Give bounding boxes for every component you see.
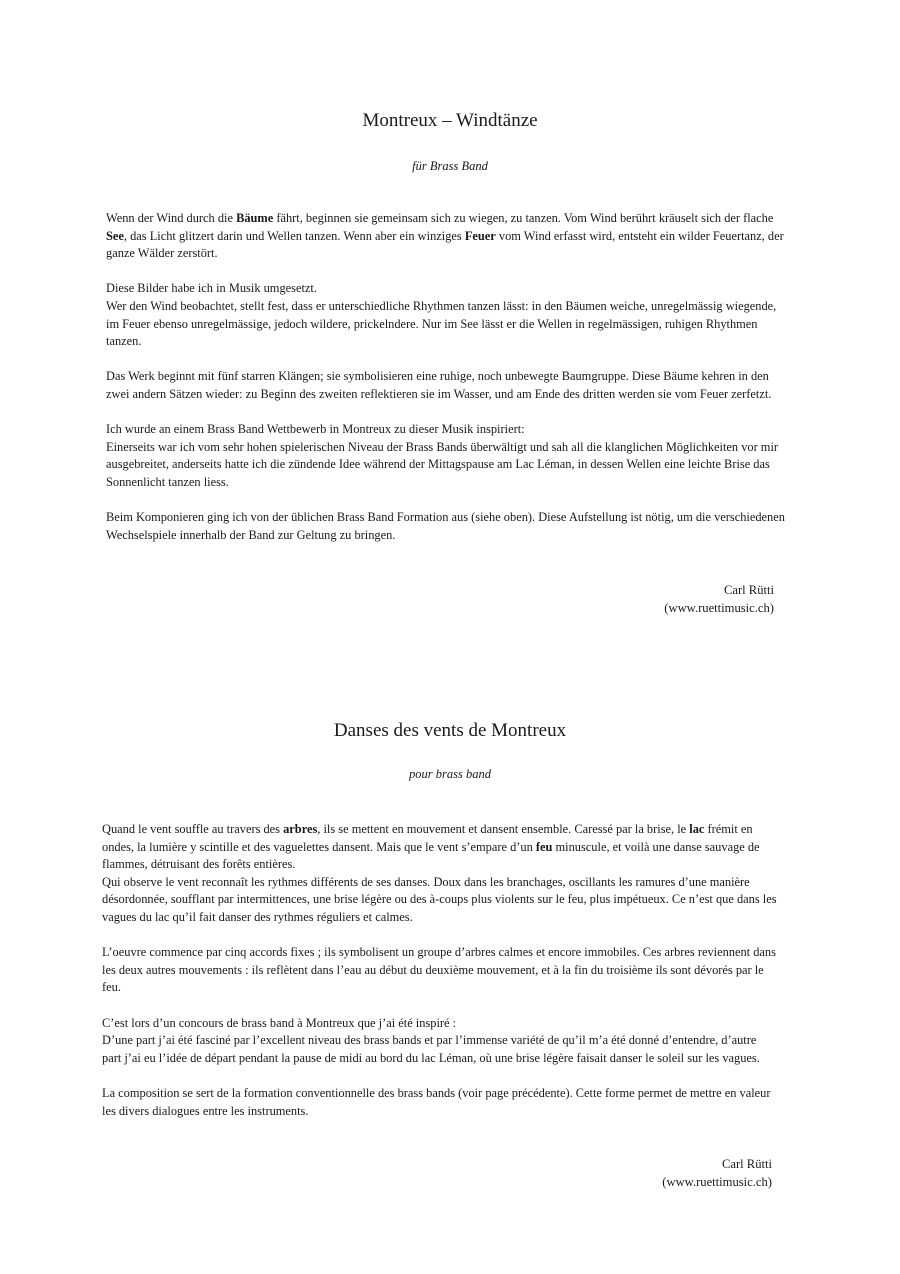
bold-term-arbres: arbres bbox=[283, 822, 318, 836]
signature-url: (www.ruettimusic.ch) bbox=[664, 601, 774, 615]
bold-term-baeume: Bäume bbox=[236, 211, 274, 225]
bold-term-see: See bbox=[106, 228, 124, 243]
french-paragraph-3: C’est lors d’un concours de brass band à Montreux que j’ai été inspiré : D’une part j’ai été fasciné par l’excellent niveau des brass bands et par l’immense variété de qu’il m’a été donné d’entendre, d’autre part j’ai eu l’idée de départ pendant la pause de midi au bord du lac Léman, où une brise légère faisait danser le soleil sur les vagues. bbox=[102, 1015, 760, 1065]
german-subtitle: für Brass Band bbox=[412, 159, 488, 173]
signature-name: Carl Rütti bbox=[723, 583, 774, 597]
bold-term-lac: lac bbox=[689, 822, 705, 836]
french-paragraph-1: Quand le vent souffle au travers des arbres, ils se mettent en mouvement et dansent ensemble. Caressé par la brise, le lac frémit en ondes, la lumière y scintille et des vaguelettes dansent. Mais que le vent s’empare d’un feu minuscule, et voilà une danse sauvage de flammes, détruisant des forêts entières. Qui observe le vent reconnaît les rythmes différents de ses danses. Doux dans les branchages, oscillants les ramures d’une manière désordonnée, soufflant par intermittences, une brise légère ou des à-coups plus violents sur le feu, plus impétueux. Ce n’est que dans les vagues du lac qu’il fait danser des rythmes réguliers et calmes. bbox=[102, 822, 777, 924]
german-paragraph-1: Wenn der Wind durch die Bäume fährt, beginnen sie gemeinsam sich zu wiegen, zu tanzen. Vom Wind berührt kräuselt sich der flache See, das Licht glitzert darin und Wellen tanzen. Wenn aber ein winziges Feuer vom Wind erfasst wird, entsteht ein wilder Feuertanz, der ganze Wälder zerstört. bbox=[106, 211, 784, 261]
french-paragraph-2: L’oeuvre commence par cinq accords fixes ; ils symbolisent un groupe d’arbres calmes et encore immobiles. Ces arbres reviennent dans les deux autres mouvements : ils reflètent dans l’eau au début du deuxième mouvement, et à la fin du troisième ils sont dévorés par le feu. bbox=[102, 945, 776, 995]
german-paragraph-2: Diese Bilder habe ich in Musik umgesetzt. Wer den Wind beobachtet, stellt fest, dass er unterschiedliche Rhythmen tanzen lässt: in den Bäumen weiche, unregelmässig wiegende, im Feuer ebenso unregelmässige, jedoch wildere, prickelndere. Nur im See lässt er die Wellen in regelmässigen, ruhigen Rhythmen tanzen. bbox=[106, 281, 777, 349]
french-title: Danses des vents de Montreux bbox=[333, 720, 567, 741]
german-title: Montreux – Windtänze bbox=[362, 110, 538, 131]
bold-term-feu: feu bbox=[535, 839, 553, 854]
french-paragraph-4: La composition se sert de la formation conventionnelle des brass bands (voir page précédente). Cette forme permet de mettre en valeur les divers dialogues entre les instruments. bbox=[102, 1085, 771, 1118]
german-paragraph-5: Beim Komponieren ging ich von der üblichen Brass Band Formation aus (siehe oben). Diese Aufstellung ist nötig, um die verschiedenen Wechselspiele innerhalb der Band zur Geltung zu bringen. bbox=[106, 510, 785, 542]
bold-term-feuer: Feuer bbox=[464, 228, 496, 243]
german-signature bbox=[560, 581, 774, 617]
german-paragraph-4: Ich wurde an einem Brass Band Wettbewerb in Montreux zu dieser Musik inspiriert: Einerseits war ich vom sehr hohen spielerischen Niveau der Brass Bands überwältigt und sah all die klanglichen Möglichkeiten vor mir ausgebreitet, anderseits hatte ich die zündende Idee während der Mittagspause am Lac Léman, in dessen Wellen eine leichte Brise das Sonnenlicht tanzen liess. bbox=[106, 422, 779, 489]
german-section bbox=[0, 108, 900, 615]
french-section bbox=[0, 718, 900, 1189]
french-signature bbox=[560, 1155, 772, 1191]
german-body bbox=[106, 210, 791, 562]
signature-name: Carl Rütti bbox=[721, 1157, 772, 1171]
signature-url: (www.ruettimusic.ch) bbox=[662, 1175, 772, 1189]
german-paragraph-3: Das Werk beginnt mit fünf starren Klängen; sie symbolisieren eine ruhige, noch unbewegte Baumgruppe. Diese Bäume kehren in den zwei andern Sätzen wieder: zu Beginn des zweiten reflektieren sie im Wasser, und am Ende des dritten werden sie vom Feuer zerfetzt. bbox=[106, 369, 772, 401]
french-body bbox=[102, 821, 777, 1138]
french-subtitle: pour brass band bbox=[409, 767, 491, 781]
